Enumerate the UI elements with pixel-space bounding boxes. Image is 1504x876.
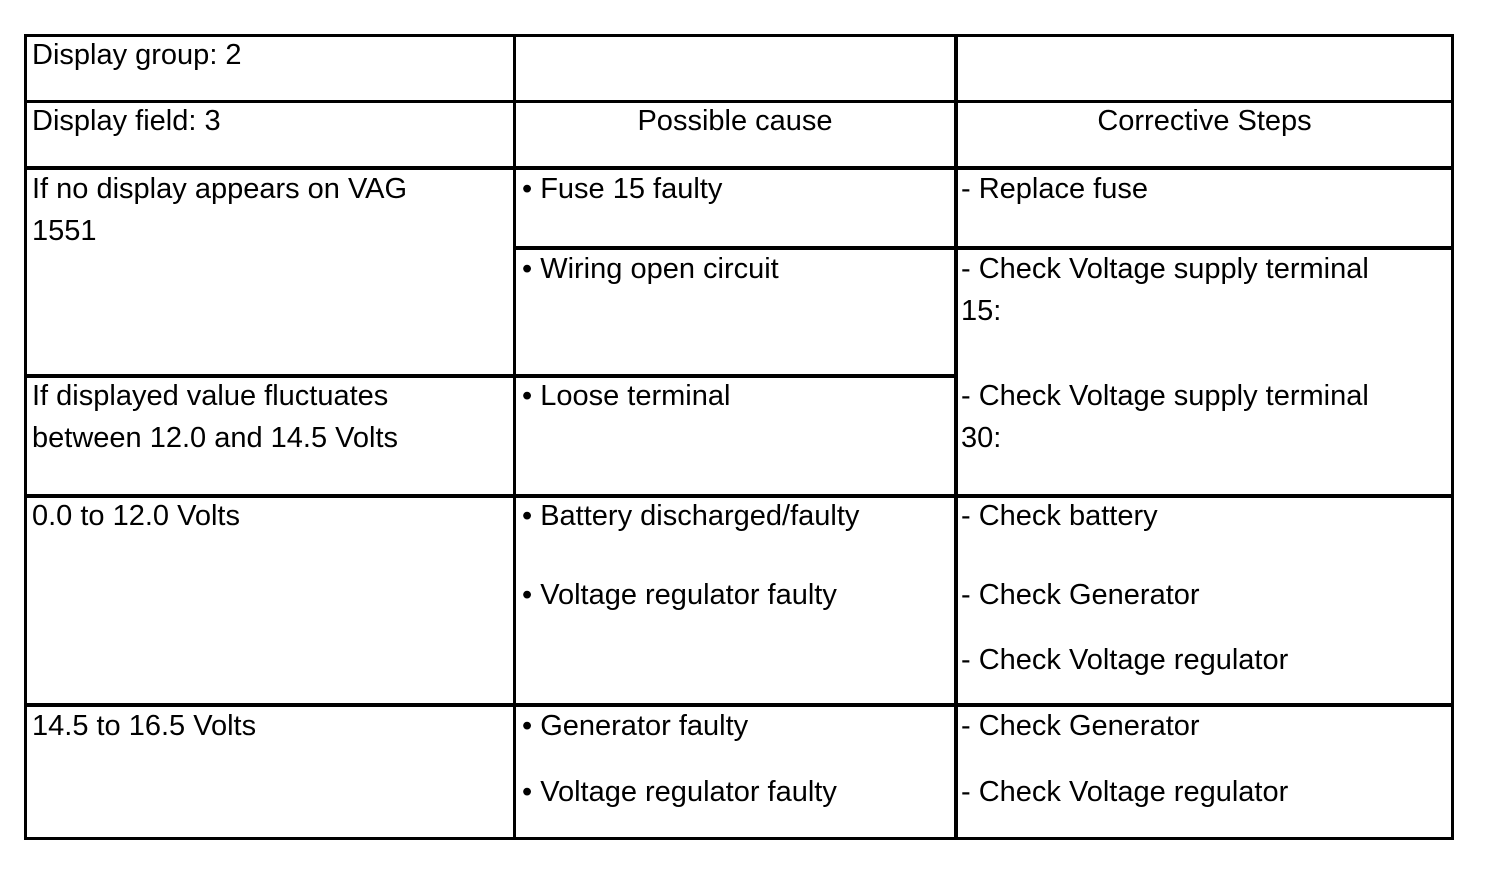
step-check-terminal-15-line2: 15: <box>961 295 1002 327</box>
step-check-terminal-30-line1: - Check Voltage supply terminal <box>961 380 1369 412</box>
cause-generator-faulty: • Generator faulty <box>522 710 749 742</box>
step-check-generator: - Check Generator <box>961 579 1200 611</box>
step-check-voltage-regulator: - Check Voltage regulator <box>961 644 1289 676</box>
condition-no-display-line1: If no display appears on VAG <box>32 173 408 205</box>
cause-wiring-open-circuit: • Wiring open circuit <box>522 253 779 285</box>
step-check-voltage-regulator: - Check Voltage regulator <box>961 776 1289 808</box>
display-group-label: Display group: 2 <box>32 39 242 71</box>
step-replace-fuse: - Replace fuse <box>961 173 1148 205</box>
possible-cause-header: Possible cause <box>637 105 833 137</box>
step-check-generator: - Check Generator <box>961 710 1200 742</box>
table-border-bottom <box>24 837 1454 840</box>
condition-low-voltage: 0.0 to 12.0 Volts <box>32 500 240 532</box>
cause-voltage-regulator-faulty: • Voltage regulator faulty <box>522 579 837 611</box>
table-border-right <box>1451 34 1454 840</box>
cause-battery-faulty: • Battery discharged/faulty <box>522 500 860 532</box>
cause-fuse-faulty: • Fuse 15 faulty <box>522 173 723 205</box>
step-check-terminal-30-line2: 30: <box>961 422 1002 454</box>
step-check-battery: - Check battery <box>961 500 1158 532</box>
condition-high-voltage: 14.5 to 16.5 Volts <box>32 710 257 742</box>
corrective-steps-header: Corrective Steps <box>1097 105 1312 137</box>
column-divider-1 <box>513 34 516 840</box>
condition-fluctuates-line2: between 12.0 and 14.5 Volts <box>32 422 399 454</box>
diagnostic-table <box>24 34 1454 840</box>
column-divider-2 <box>954 34 958 840</box>
display-field-label: Display field: 3 <box>32 105 221 137</box>
cause-loose-terminal: • Loose terminal <box>522 380 731 412</box>
table-border-left <box>24 34 27 840</box>
cause-voltage-regulator-faulty: • Voltage regulator faulty <box>522 776 837 808</box>
condition-no-display-line2: 1551 <box>32 215 97 247</box>
step-check-terminal-15-line1: - Check Voltage supply terminal <box>961 253 1369 285</box>
condition-fluctuates-line1: If displayed value fluctuates <box>32 380 389 412</box>
